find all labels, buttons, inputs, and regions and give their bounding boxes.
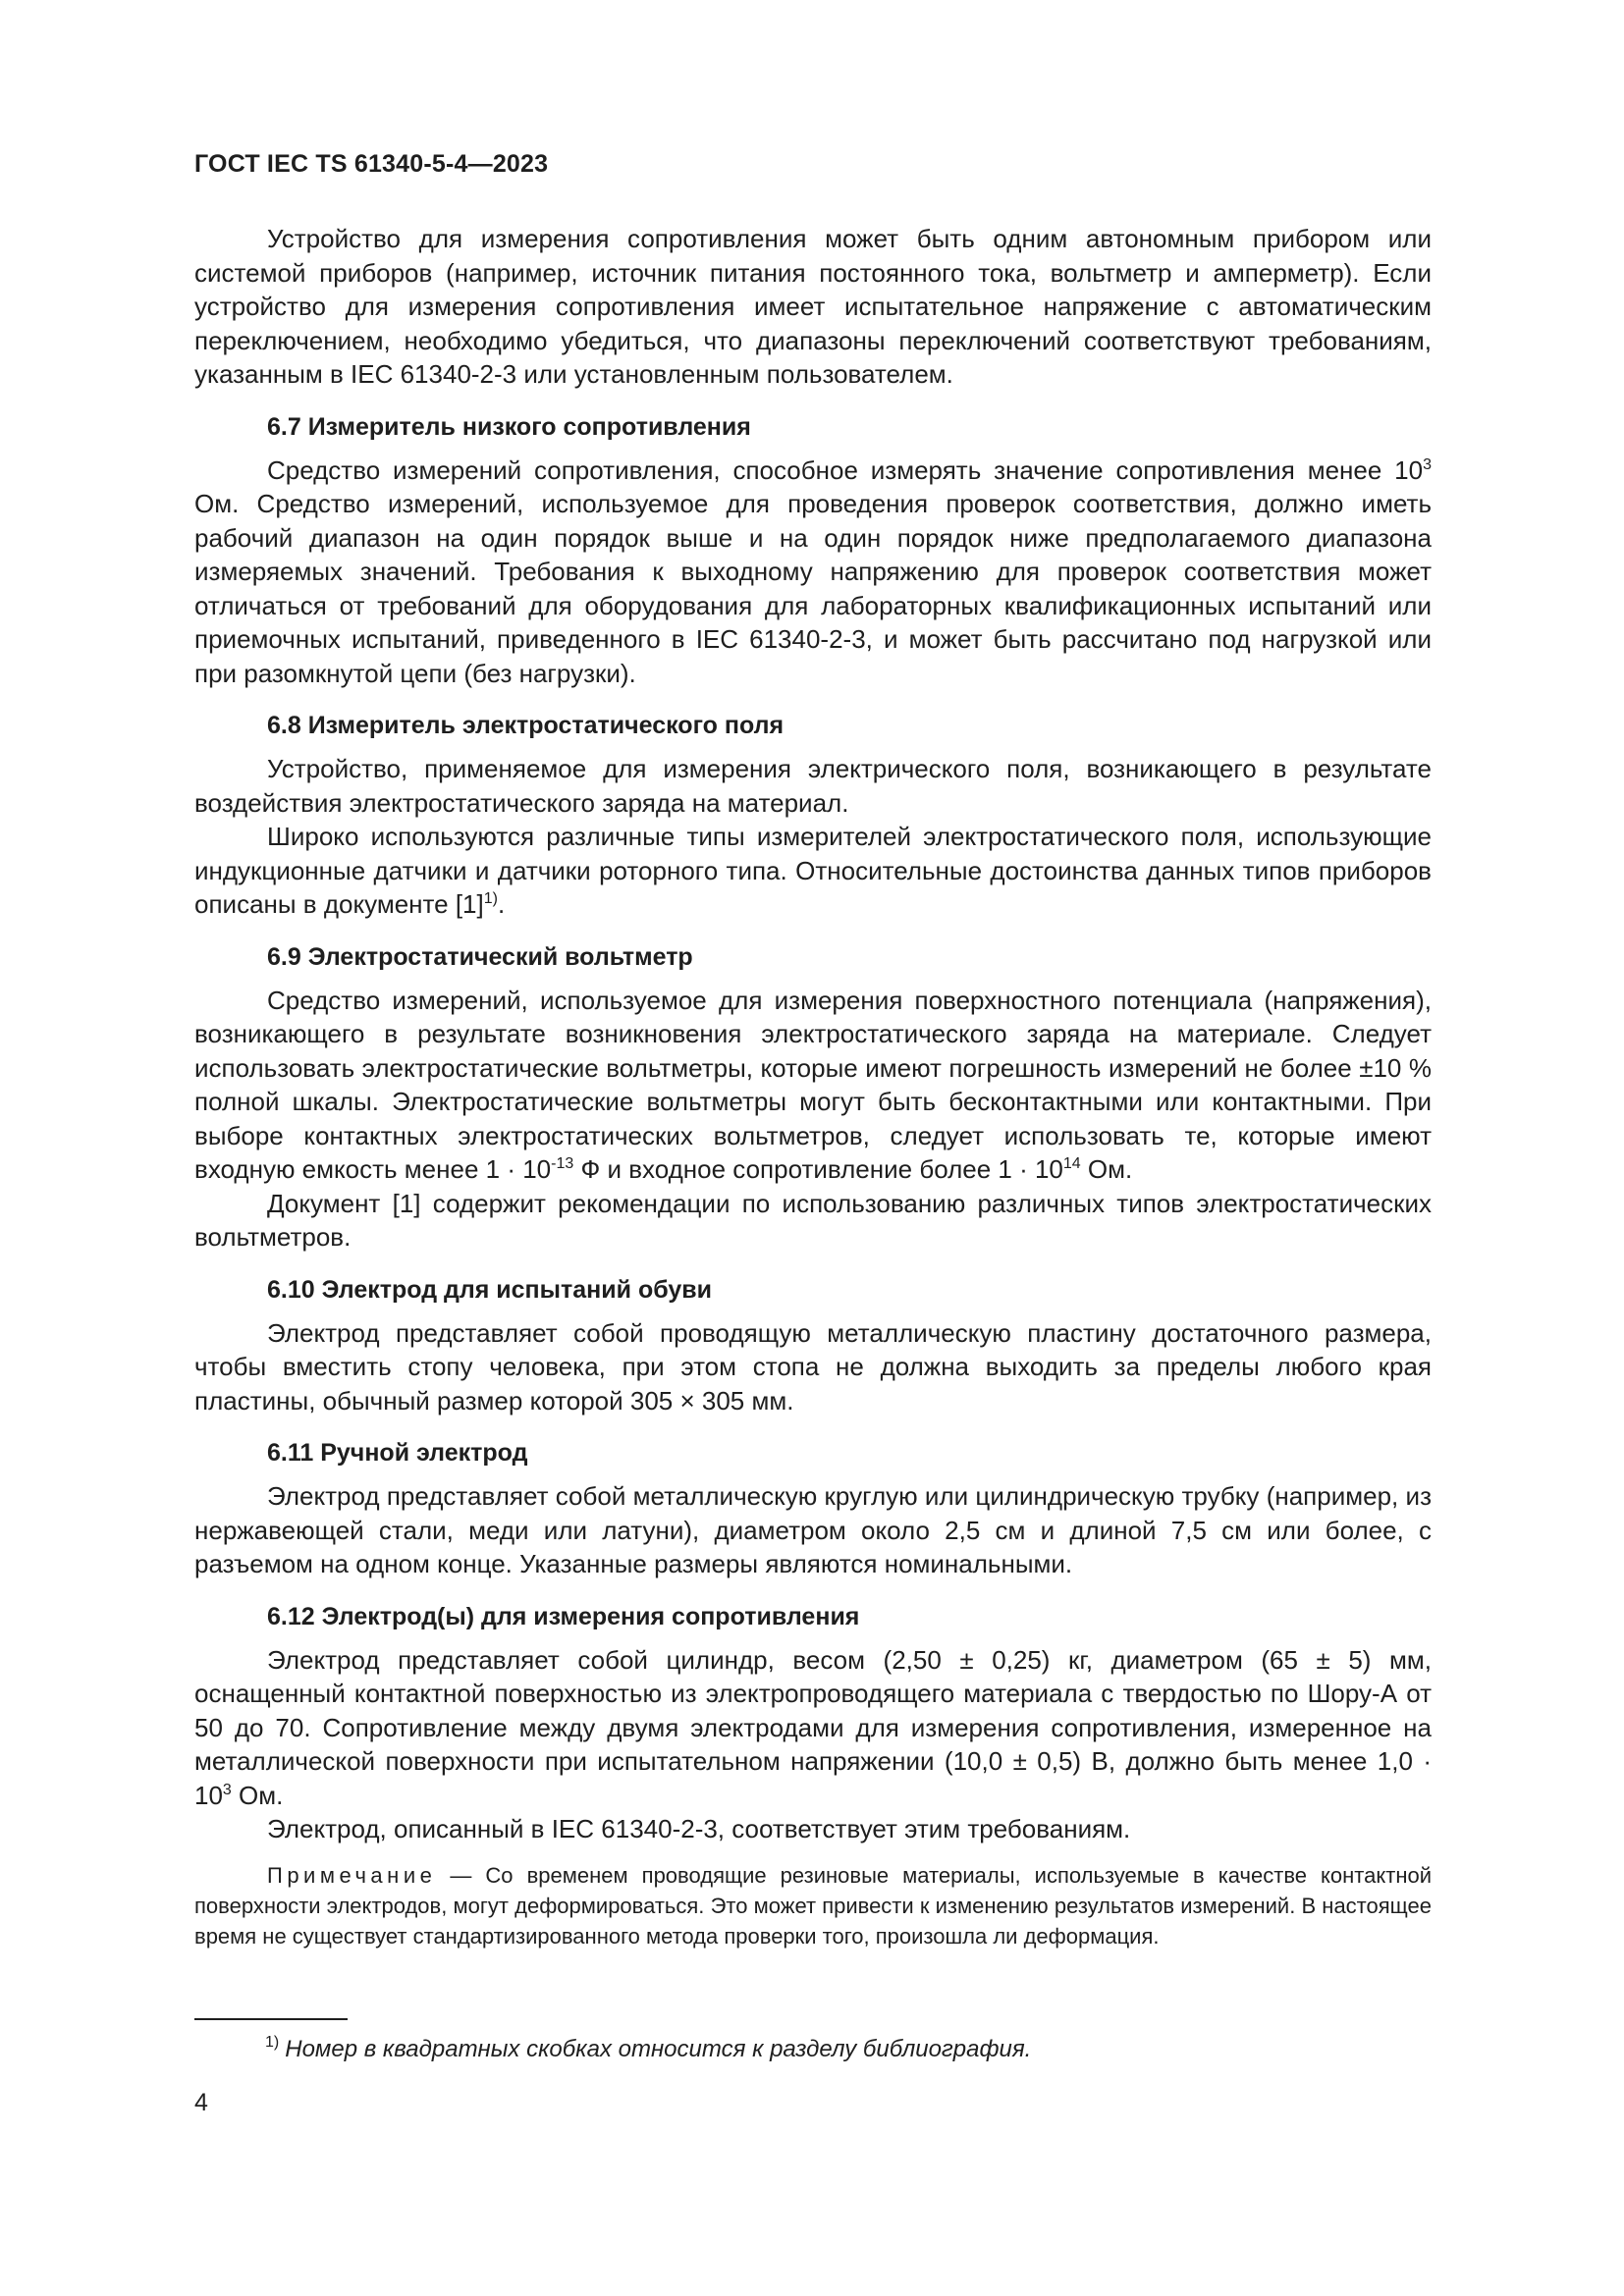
section-6-8-paragraph-2: Широко используются различные типы измерителей электростатического поля, использующие индукционные датчики и датчики роторного типа. Относительные достоинства данных типов приборов описаны в документе $[1]^{1)}$. <box>194 822 1432 919</box>
footnote-text: Номер в квадратных скобках относится к разделу библиография. <box>285 2036 1032 2062</box>
superscript: 3 <box>222 1781 232 1798</box>
section-6-8-paragraph-1: Устройство, применяемое для измерения электрического поля, возникающего в результате воздействия электростатического заряда на материал. <box>194 754 1432 818</box>
section-6-10-paragraph: Электрод представляет собой проводящую металлическую пластину достаточного размера, чтобы вместить стопу человека, при этом стопа не должна выходить за пределы любого края пластины, обычный размер которой 305 × 305 мм. <box>194 1317 1432 1415</box>
document-header: ГОСТ IEC TS 61340-5-4—2023 <box>194 150 549 178</box>
superscript: 3 <box>1423 455 1432 473</box>
section-6-10-heading: 6.10 Электрод для испытаний обуви <box>267 1275 712 1304</box>
section-6-9-paragraph-1: Средство измерений, используемое для измерения поверхностного потенциала (напряжения), возникающего в результате возникновения электростатического заряда на материале. Следует использовать электростатические вольтметры, которые имеют погрешность измерений не более ±10 % полной шкалы. Электростатические вольтметры могут быть бесконтактными или контактными. При выборе контактных электростатических вольтметров, следует использовать те, которые имеют входную емкость менее $1 \cdot 10^{-13}$ Ф и входное сопротивление более $1 \cdot 10^{14}$ Ом. <box>194 985 1432 1184</box>
superscript: -13 <box>551 1155 574 1172</box>
section-6-12-paragraph-1: Электрод представляет собой цилиндр, весом (2,50 ± 0,25) кг, диаметром (65 ± 5) мм, оснащенный контактной поверхностью из электропроводящего материала с твердостью по Шору-А от 50 до 70. Сопротивление между двумя электродами для измерения сопротивления, измеренное на металлической поверхности при испытательном напряжении (10,0 ± 0,5) В, должно быть менее $1,0 \cdot 10^3$ Ом. <box>194 1644 1432 1810</box>
footnote-mark: 1) <box>265 2034 280 2051</box>
page-number: 4 <box>194 2089 208 2116</box>
section-6-12-paragraph-2: Электрод, описанный в IEC 61340-2-3, соответствует этим требованиям. <box>267 1814 1131 1843</box>
superscript: 14 <box>1062 1155 1081 1172</box>
note-text: — Со временем проводящие резиновые материалы, используемые в качестве контактной поверхности электродов, могут деформироваться. Это может привести к изменению результатов измерений. В настоящее время не существует стандартизированного метода проверки того, произошла ли деформация. <box>194 1862 1432 1949</box>
section-6-9-heading: 6.9 Электростатический вольтметр <box>267 942 693 971</box>
footnote-reference: 1) <box>483 890 498 907</box>
section-6-12-heading: 6.12 Электрод(ы) для измерения сопротивления <box>267 1602 860 1630</box>
footnote-divider <box>194 2018 348 2020</box>
note <box>194 1860 1432 1951</box>
intro-paragraph: Устройство для измерения сопротивления может быть одним автономным прибором или системой приборов (например, источник питания постоянного тока, вольтметр и амперметр). Если устройство для измерения сопротивления имеет испытательное напряжение с автоматическим переключением, необходимо убедиться, что диапазоны переключений соответствуют требованиям, указанным в IEC 61340-2-3 или установленным пользователем. <box>194 224 1432 389</box>
section-6-9-paragraph-2: Документ [1] содержит рекомендации по использованию различных типов электростатических вольтметров. <box>194 1188 1432 1252</box>
note-label: Примечание <box>267 1862 437 1888</box>
section-6-7-paragraph: Средство измерений сопротивления, способное измерять значение сопротивления менее $10^3$ Ом. Средство измерений, используемое для проведения проверок соответствия, должно иметь рабочий диапазон на один порядок выше и на один порядок ниже предполагаемого диапазона измеряемых значений. Требования к выходному напряжению для проверок соответствия может отличаться от требований для оборудования для лабораторных квалификационных испытаний или приемочных испытаний, приведенного в IEC 61340-2-3, и может быть рассчитано под нагрузкой или при разомкнутой цепи (без нагрузки). <box>194 454 1432 688</box>
footnote <box>194 2034 1432 2065</box>
document-body <box>194 222 1432 1951</box>
section-6-7-heading: 6.7 Измеритель низкого сопротивления <box>267 412 751 441</box>
section-6-8-heading: 6.8 Измеритель электростатического поля <box>267 712 785 739</box>
section-6-11-paragraph: Электрод представляет собой металлическую круглую или цилиндрическую трубку (например, из нержавеющей стали, меди или латуни), диаметром около 2,5 см и длиной 7,5 см или более, с разъемом на одном конце. Указанные размеры являются номинальными. <box>194 1481 1432 1578</box>
section-6-11-heading: 6.11 Ручной электрод <box>267 1439 528 1467</box>
